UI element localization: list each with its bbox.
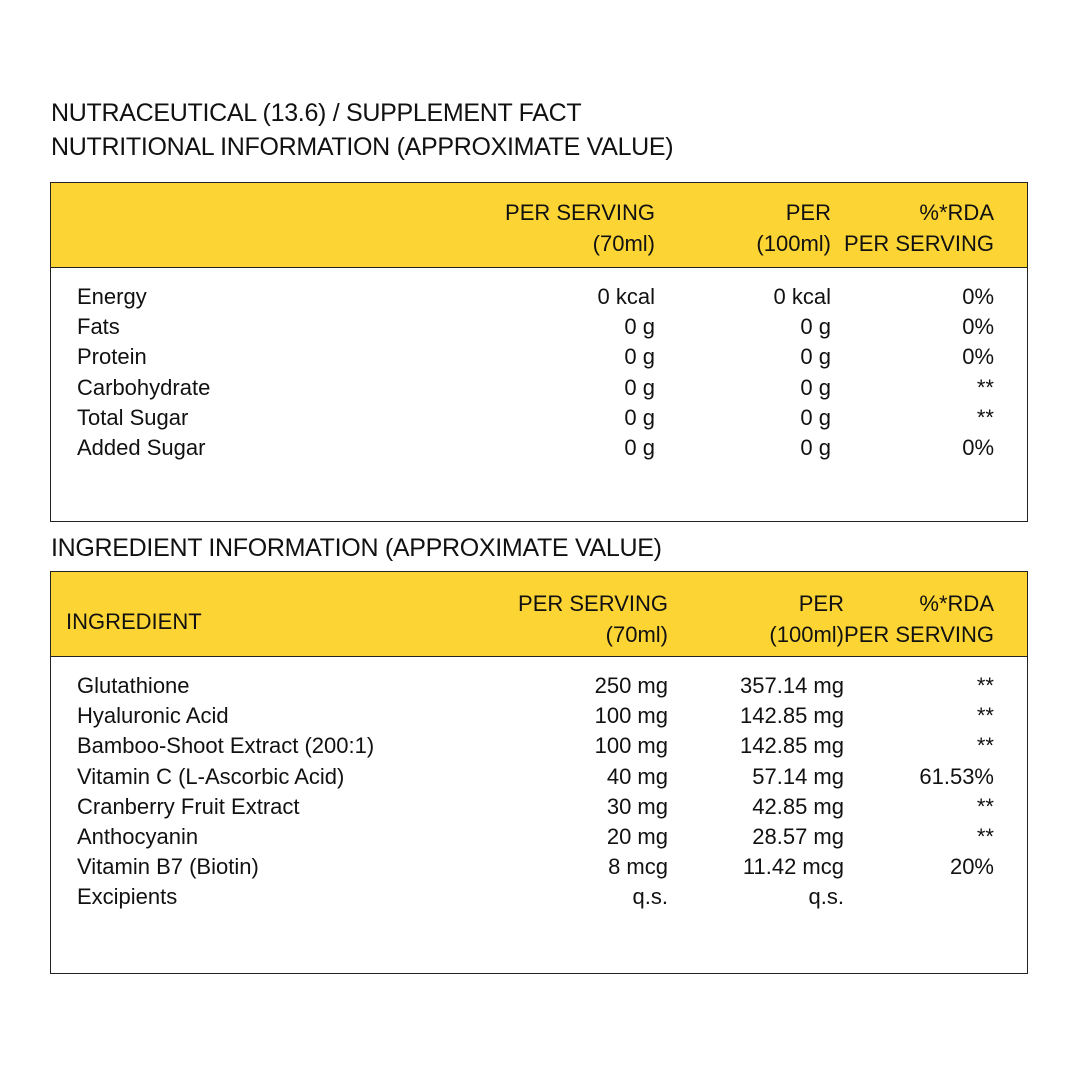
row-rda: 0%	[962, 435, 994, 460]
row-name: Cranberry Fruit Extract	[77, 793, 300, 819]
row-per-100ml: 0 kcal	[773, 284, 831, 309]
table-row	[51, 701, 1027, 731]
row-per-100ml: 0 g	[800, 314, 831, 340]
header-per-100-volume: (100ml)	[769, 622, 844, 647]
row-per-serving: 0 g	[624, 344, 655, 370]
header-per-serving: PER SERVING	[505, 200, 655, 225]
row-name: Hyaluronic Acid	[77, 703, 229, 729]
row-per-100ml: q.s.	[808, 884, 844, 910]
row-name: Anthocyanin	[77, 824, 199, 849]
table-row	[51, 731, 1027, 761]
header-rda-per-serving: PER SERVING	[844, 231, 994, 256]
header-rda: %*RDA	[919, 200, 994, 225]
header-per-100: PER	[798, 591, 844, 616]
table-row	[51, 792, 1027, 822]
row-per-serving: 0 g	[624, 435, 655, 460]
row-name: Bamboo-Shoot Extract (200:1)	[77, 733, 375, 759]
row-per-serving: 0 g	[624, 404, 655, 430]
row-per-100ml: 0 g	[800, 404, 831, 430]
row-per-100ml: 57.14 mg	[752, 763, 844, 789]
row-per-serving: 100 mg	[594, 703, 668, 729]
table-row	[51, 762, 1027, 792]
row-per-serving: 100 mg	[594, 733, 668, 759]
row-name: Vitamin B7 (Biotin)	[77, 854, 259, 880]
table-row	[51, 282, 1027, 312]
row-rda: 0%	[962, 314, 994, 340]
row-per-100ml: 42.85 mg	[752, 793, 844, 819]
row-rda: 20%	[949, 854, 994, 880]
row-name: Energy	[77, 284, 147, 309]
header-per-serving-volume: (70ml)	[605, 622, 668, 647]
row-name: Added Sugar	[77, 435, 206, 460]
row-per-serving: 20 mg	[606, 824, 668, 849]
row-per-100ml: 28.57 mg	[752, 824, 844, 849]
table-row	[51, 822, 1027, 852]
row-per-serving: 8 mcg	[608, 854, 668, 880]
nutrition-table-header	[51, 183, 1027, 268]
row-per-serving: 0 kcal	[597, 284, 655, 309]
row-rda: 0%	[962, 284, 994, 309]
row-rda: **	[976, 703, 994, 729]
row-per-serving: 0 g	[624, 374, 655, 400]
row-per-100ml: 142.85 mg	[740, 703, 844, 729]
header-per-serving-volume: (70ml)	[592, 231, 655, 256]
supplement-fact-title: NUTRACEUTICAL (13.6) / SUPPLEMENT FACT	[51, 99, 582, 127]
row-per-100ml: 142.85 mg	[740, 733, 844, 759]
ingredient-table	[50, 571, 1028, 974]
row-name: Glutathione	[77, 673, 190, 698]
row-name: Carbohydrate	[77, 374, 211, 400]
row-rda: 0%	[962, 344, 994, 370]
table-row	[51, 852, 1027, 882]
table-row	[51, 312, 1027, 342]
ingredient-table-header	[51, 572, 1027, 657]
row-per-100ml: 0 g	[800, 435, 831, 460]
row-rda: 61.53%	[919, 763, 994, 789]
row-name: Total Sugar	[77, 404, 189, 430]
table-row	[51, 342, 1027, 372]
header-rda: %*RDA	[919, 591, 994, 616]
row-rda: **	[976, 793, 994, 819]
nutritional-info-title: NUTRITIONAL INFORMATION (APPROXIMATE VALUE)	[51, 133, 674, 161]
table-row	[51, 433, 1027, 463]
row-name: Vitamin C (L-Ascorbic Acid)	[77, 763, 345, 789]
row-per-serving: 0 g	[624, 314, 655, 340]
table-row	[51, 403, 1027, 433]
row-rda: **	[976, 374, 994, 400]
row-name: Fats	[77, 314, 120, 340]
ingredient-info-title: INGREDIENT INFORMATION (APPROXIMATE VALUE)	[51, 534, 662, 562]
header-ingredient: INGREDIENT	[66, 609, 202, 634]
table-row	[51, 671, 1027, 701]
header-per-serving: PER SERVING	[518, 591, 668, 616]
row-per-100ml: 357.14 mg	[740, 673, 844, 698]
row-per-100ml: 0 g	[800, 344, 831, 370]
header-rda-per-serving: PER SERVING	[844, 622, 994, 647]
row-per-serving: 40 mg	[606, 763, 668, 789]
header-per-100-volume: (100ml)	[756, 231, 831, 256]
row-rda: **	[976, 824, 994, 849]
header-per-100: PER	[785, 200, 831, 225]
row-per-serving: 250 mg	[594, 673, 668, 698]
row-per-100ml: 11.42 mcg	[742, 854, 844, 880]
row-rda: **	[976, 673, 994, 698]
table-row	[51, 882, 1027, 912]
nutrition-table	[50, 182, 1028, 522]
row-rda: **	[976, 404, 994, 430]
row-per-100ml: 0 g	[800, 374, 831, 400]
table-row	[51, 373, 1027, 403]
row-per-serving: 30 mg	[606, 793, 668, 819]
row-rda: **	[976, 733, 994, 759]
row-name: Excipients	[77, 884, 178, 910]
row-name: Protein	[77, 344, 147, 370]
row-per-serving: q.s.	[632, 884, 668, 910]
